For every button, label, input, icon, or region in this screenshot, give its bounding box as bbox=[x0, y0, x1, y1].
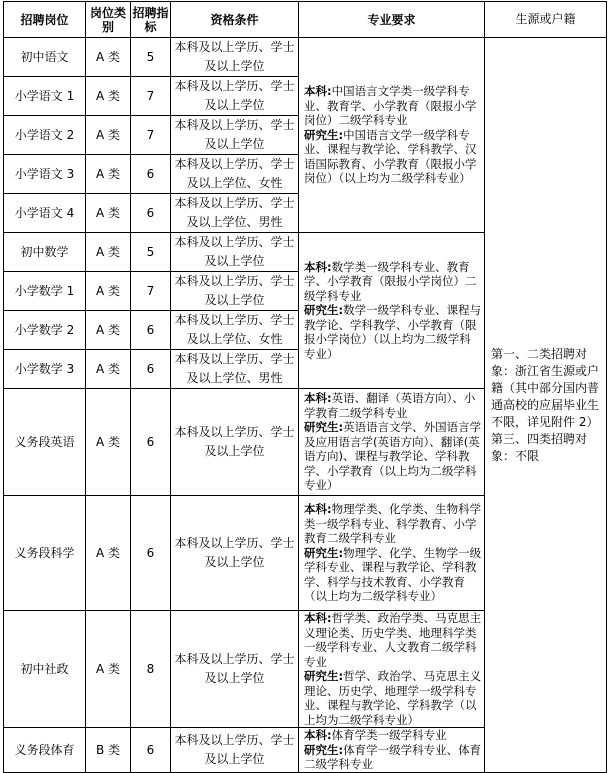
quota-cell: 6 bbox=[131, 311, 171, 350]
quota-cell: 6 bbox=[131, 728, 171, 773]
category-cell: B 类 bbox=[86, 728, 131, 773]
position-cell: 小学数学 3 bbox=[4, 350, 86, 389]
qualification-cell: 本科及以上学历、学士及以上学位 bbox=[171, 496, 299, 611]
category-cell: A 类 bbox=[86, 116, 131, 155]
qualification-cell: 本科及以上学历、学士及以上学位、女性 bbox=[171, 155, 299, 194]
graduate-label: 研究生: bbox=[304, 127, 344, 142]
category-cell: A 类 bbox=[86, 611, 131, 728]
qualification-cell: 本科及以上学历、学士及以上学位 bbox=[171, 116, 299, 155]
category-cell: A 类 bbox=[86, 194, 131, 233]
recruitment-table bbox=[3, 1, 607, 773]
undergrad-label: 本科: bbox=[304, 728, 332, 743]
category-cell: A 类 bbox=[86, 155, 131, 194]
graduate-text: 中国语言文学一级学科专业、课程与教学论、学科教学、汉语国际教育、小学教育（限报小学岗位）（以上均为二级学科专业） bbox=[304, 127, 477, 186]
quota-cell: 5 bbox=[131, 233, 171, 272]
graduate-text: 体育学一级学科专业、体育二级学科专业 bbox=[304, 742, 482, 772]
position-cell: 小学语文 1 bbox=[4, 77, 86, 116]
graduate-text: 数学一级学科专业、课程与教学论、学科教学、小学教育（限报小学岗位）（以上均为二级学科专业） bbox=[304, 303, 482, 361]
quota-cell: 6 bbox=[131, 155, 171, 194]
qualification-cell: 本科及以上学历、学士及以上学位 bbox=[171, 389, 299, 496]
qualification-cell: 本科及以上学历、学士及以上学位 bbox=[171, 77, 299, 116]
undergrad-label: 本科: bbox=[304, 259, 332, 274]
major-cell-chinese bbox=[299, 38, 485, 233]
quota-cell: 8 bbox=[131, 611, 171, 728]
graduate-text: 英语语言文学、外国语言学及应用语言学(英语方向）、翻译(英语方向)、课程与教学论、学科教学、小学教育（以上均为二级学科专业） bbox=[304, 420, 482, 493]
undergrad-text: 体育学类一级学科专业 bbox=[331, 728, 447, 743]
undergrad-text: 哲学类、政治学类、马克思主义理论类、历史学类、地理科学类一级学科专业、人文教育二级学科专业 bbox=[304, 611, 482, 669]
quota-cell: 6 bbox=[131, 496, 171, 611]
quota-cell: 7 bbox=[131, 272, 171, 311]
qualification-cell: 本科及以上学历、学士及以上学位、男性 bbox=[171, 194, 299, 233]
category-cell: A 类 bbox=[86, 77, 131, 116]
quota-cell: 7 bbox=[131, 116, 171, 155]
undergrad-label: 本科: bbox=[304, 84, 332, 99]
graduate-label: 研究生: bbox=[304, 669, 344, 683]
quota-cell: 6 bbox=[131, 350, 171, 389]
major-cell-pe bbox=[299, 728, 485, 773]
position-cell: 小学数学 2 bbox=[4, 311, 86, 350]
position-cell: 小学语文 3 bbox=[4, 155, 86, 194]
undergrad-label: 本科: bbox=[304, 502, 332, 517]
major-cell-social bbox=[299, 611, 485, 728]
category-cell: A 类 bbox=[86, 38, 131, 77]
category-cell: A 类 bbox=[86, 496, 131, 611]
position-cell: 初中语文 bbox=[4, 38, 86, 77]
table-row bbox=[4, 38, 607, 77]
position-cell: 初中数学 bbox=[4, 233, 86, 272]
undergrad-text: 中国语言文学类一级学科专业、教育学、小学教育（限报小学岗位）二级学科专业 bbox=[304, 84, 477, 128]
qualification-cell: 本科及以上学历、学士及以上学位 bbox=[171, 272, 299, 311]
category-cell: A 类 bbox=[86, 272, 131, 311]
source-cell: 第一、二类招聘对象：浙江省生源或户籍（其中部分国内普通高校的应届毕业生不限，详见附件 2）第三、四类招聘对象：不限 bbox=[485, 38, 607, 773]
graduate-label: 研究生: bbox=[304, 303, 344, 318]
undergrad-text: 英语、翻译（英语方向）、小学教育二级学科专业 bbox=[304, 391, 476, 420]
category-cell: A 类 bbox=[86, 311, 131, 350]
header-qualification: 资格条件 bbox=[171, 2, 299, 38]
category-cell: A 类 bbox=[86, 233, 131, 272]
graduate-label: 研究生: bbox=[304, 420, 344, 435]
qualification-cell: 本科及以上学历、学士及以上学位 bbox=[171, 38, 299, 77]
position-cell: 义务段科学 bbox=[4, 496, 86, 611]
header-major: 专业要求 bbox=[299, 2, 485, 38]
graduate-text: 哲学、政治学、马克思主义理论、历史学、地理学一级学科专业、课程与教学论、学科教学（以上均为二级学科专业） bbox=[304, 669, 482, 727]
quota-cell: 6 bbox=[131, 194, 171, 233]
quota-cell: 6 bbox=[131, 389, 171, 496]
position-cell: 小学语文 4 bbox=[4, 194, 86, 233]
position-cell: 义务段体育 bbox=[4, 728, 86, 773]
qualification-cell: 本科及以上学历、学士及以上学位 bbox=[171, 611, 299, 728]
major-cell-science bbox=[299, 496, 485, 611]
qualification-cell: 本科及以上学历、学士及以上学位、男性 bbox=[171, 350, 299, 389]
header-category: 岗位类别 bbox=[86, 2, 131, 38]
qualification-cell: 本科及以上学历、学士及以上学位 bbox=[171, 728, 299, 773]
quota-cell: 7 bbox=[131, 77, 171, 116]
undergrad-label: 本科: bbox=[304, 391, 332, 406]
header-row bbox=[4, 2, 607, 38]
major-cell-english bbox=[299, 389, 485, 496]
category-cell: A 类 bbox=[86, 350, 131, 389]
header-source: 生源或户籍 bbox=[485, 2, 607, 38]
graduate-text: 物理学、化学、生物学一级学科专业、课程与教学论、学科教学、科学与技术教育、小学教育（以上均为二级学科专业） bbox=[304, 545, 482, 604]
qualification-cell: 本科及以上学历、学士及以上学位、女性 bbox=[171, 311, 299, 350]
graduate-label: 研究生: bbox=[304, 742, 344, 757]
undergrad-text: 物理学类、化学类、生物科学类一级学科专业、科学教育、小学教育二级学科专业 bbox=[304, 502, 482, 546]
header-quota: 招聘指标 bbox=[131, 2, 171, 38]
position-cell: 初中社政 bbox=[4, 611, 86, 728]
quota-cell: 5 bbox=[131, 38, 171, 77]
category-cell: A 类 bbox=[86, 389, 131, 496]
position-cell: 小学语文 2 bbox=[4, 116, 86, 155]
undergrad-label: 本科: bbox=[304, 611, 332, 625]
qualification-cell: 本科及以上学历、学士及以上学位 bbox=[171, 233, 299, 272]
undergrad-text: 数学类一级学科专业、教育学、小学教育（限报小学岗位）二级学科专业 bbox=[304, 259, 477, 303]
header-position: 招聘岗位 bbox=[4, 2, 86, 38]
graduate-label: 研究生: bbox=[304, 545, 344, 560]
position-cell: 小学数学 1 bbox=[4, 272, 86, 311]
major-cell-math bbox=[299, 233, 485, 389]
position-cell: 义务段英语 bbox=[4, 389, 86, 496]
